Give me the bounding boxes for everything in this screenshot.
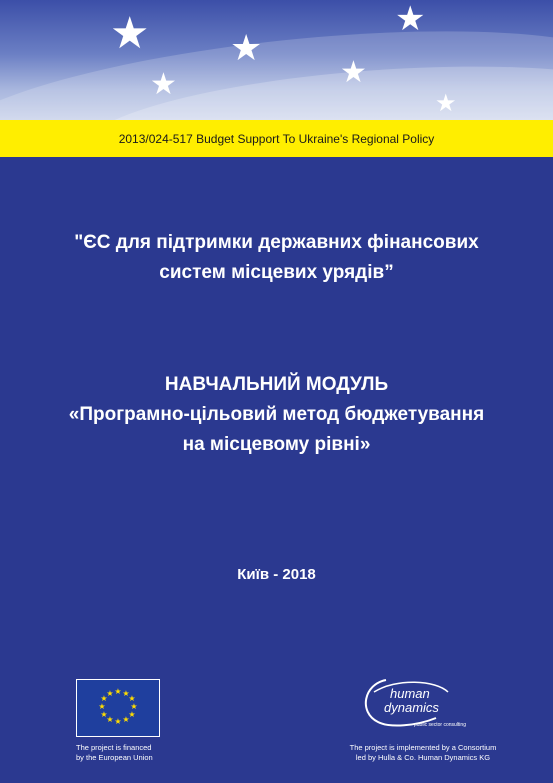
eu-flag-banner (0, 0, 553, 120)
eu-caption (76, 743, 236, 763)
svg-text:★: ★ (114, 717, 122, 726)
eu-stars-icon (77, 680, 159, 736)
module-line: на місцевому рівні» (182, 434, 371, 455)
eu-flag-logo (76, 679, 160, 737)
svg-text:★: ★ (128, 694, 136, 703)
module-line: «Програмно-цільовий метод бюджетування (68, 404, 485, 425)
star-icon: ★ (150, 68, 177, 101)
svg-text:★: ★ (100, 710, 108, 719)
star-icon: ★ (110, 9, 150, 58)
title-line: систем місцевих урядів” (159, 262, 394, 283)
project-strip (0, 120, 553, 157)
human-dynamics-logo (356, 672, 476, 732)
eu-caption-line: The project is financed (76, 743, 152, 752)
svg-text:★: ★ (100, 694, 108, 703)
star-icon: ★ (340, 56, 367, 89)
svg-text:★: ★ (122, 715, 130, 724)
star-icon: ★ (230, 27, 263, 68)
eu-caption-line: by the European Union (76, 753, 153, 762)
svg-text:★: ★ (106, 689, 114, 698)
hd-caption-line: The project is implemented by a Consortium (349, 743, 497, 752)
svg-text:★: ★ (98, 702, 106, 711)
human-dynamics-swirl-icon (356, 672, 476, 732)
hd-caption-line: led by Hulla & Co. Human Dynamics KG (355, 753, 491, 762)
hd-logo-tagline: public sector consulting (414, 722, 466, 728)
title-line: "ЄС для підтримки державних фінансових (74, 232, 479, 253)
star-icon: ★ (435, 90, 457, 117)
document-title (20, 228, 533, 288)
svg-text:★: ★ (130, 702, 138, 711)
module-title (20, 370, 533, 460)
star-icon: ★ (395, 0, 426, 38)
svg-text:★: ★ (114, 687, 122, 696)
project-code-text: 2013/024-517 Budget Support To Ukraine's Regional Policy (118, 131, 435, 146)
svg-text:★: ★ (128, 710, 136, 719)
module-heading: НАВЧАЛЬНИЙ МОДУЛЬ (164, 374, 389, 395)
hd-caption (313, 743, 533, 763)
svg-text:★: ★ (106, 715, 114, 724)
svg-text:★: ★ (122, 689, 130, 698)
place-year: Київ - 2018 (237, 566, 316, 583)
hd-logo-word: dynamics (384, 700, 439, 715)
hd-logo-word: human (390, 686, 430, 701)
